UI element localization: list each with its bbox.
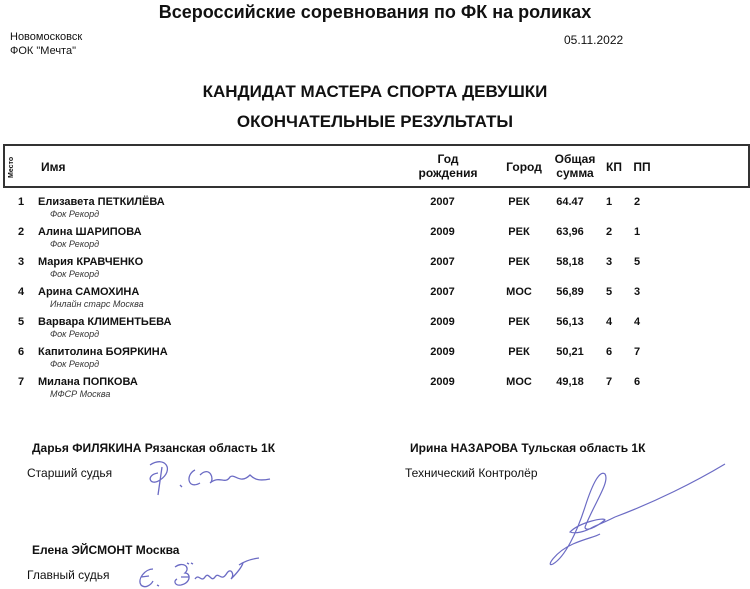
- kp-rank: 7: [605, 376, 613, 388]
- col-place: Место: [8, 156, 15, 178]
- athlete-club: Фок Рекорд: [50, 239, 100, 249]
- city-code: МОС: [506, 286, 532, 298]
- city-code: РЕК: [508, 256, 530, 268]
- col-pp: ПП: [633, 160, 651, 174]
- pp-rank: 6: [633, 376, 641, 388]
- total-score: 56,89: [556, 286, 584, 298]
- athlete-club: Фок Рекорд: [50, 359, 100, 369]
- table-header: [3, 144, 750, 188]
- kp-rank: 2: [605, 226, 613, 238]
- col-city: Город: [506, 160, 542, 174]
- row-place: 4: [18, 286, 25, 298]
- tech-controller-role: Технический Контролёр: [405, 466, 538, 480]
- city-code: МОС: [506, 376, 532, 388]
- kp-rank: 5: [605, 286, 613, 298]
- total-score: 63,96: [556, 226, 584, 238]
- competition-title: Всероссийские соревнования по ФК на роликах: [158, 2, 592, 22]
- total-score: 49,18: [556, 376, 584, 388]
- chief-judge-role: Главный судья: [27, 568, 110, 582]
- athlete-name: Мария КРАВЧЕНКО: [38, 256, 144, 268]
- pp-rank: 7: [633, 346, 641, 358]
- athlete-name: Елизавета ПЕТКИЛЁВА: [38, 196, 165, 208]
- table-row: [0, 316, 750, 346]
- city: Новомосковск: [10, 31, 83, 43]
- senior-judge-role: Старший судья: [27, 466, 113, 480]
- col-birth-year: Год рождения: [418, 152, 478, 180]
- table-row: [0, 196, 750, 226]
- city-code: РЕК: [508, 346, 530, 358]
- pp-rank: 2: [633, 196, 641, 208]
- athlete-club: МФСР Москва: [50, 389, 111, 399]
- row-place: 2: [18, 226, 25, 238]
- athlete-club: Фок Рекорд: [50, 269, 100, 279]
- tech-controller-name: Ирина НАЗАРОВА Тульская область 1К: [410, 441, 646, 455]
- athlete-name: Арина САМОХИНА: [38, 286, 140, 298]
- total-score: 56,13: [556, 316, 584, 328]
- table-row: [0, 286, 750, 316]
- birth-year: 2007: [430, 286, 455, 298]
- venue-name: ФОК "Мечта": [10, 45, 76, 57]
- city-code: РЕК: [508, 226, 530, 238]
- event-date: 05.11.2022: [564, 33, 624, 47]
- athlete-club: Фок Рекорд: [50, 329, 100, 339]
- table-row: [0, 346, 750, 376]
- row-place: 1: [18, 196, 25, 208]
- kp-rank: 3: [605, 256, 613, 268]
- athlete-name: Милана ПОПКОВА: [38, 376, 138, 388]
- birth-year: 2007: [430, 196, 455, 208]
- chief-judge-signature-icon: [135, 555, 260, 589]
- city-code: РЕК: [508, 196, 530, 208]
- table-row: [0, 256, 750, 286]
- col-total: Общая сумма: [554, 152, 596, 180]
- kp-rank: 6: [605, 346, 613, 358]
- birth-year: 2007: [430, 256, 455, 268]
- total-score: 58,18: [556, 256, 584, 268]
- senior-judge-signature-icon: [140, 455, 270, 500]
- row-place: 5: [18, 316, 25, 328]
- total-score: 64.47: [556, 196, 584, 208]
- row-place: 6: [18, 346, 25, 358]
- athlete-name: Капитолина БОЯРКИНА: [38, 346, 168, 358]
- chief-judge-name: Елена ЭЙСМОНТ Москва: [32, 543, 180, 557]
- athlete-name: Варвара КЛИМЕНТЬЕВА: [38, 316, 172, 328]
- pp-rank: 1: [633, 226, 641, 238]
- athlete-club: Инлайн старс Москва: [50, 299, 144, 309]
- senior-judge-name: Дарья ФИЛЯКИНА Рязанская область 1К: [32, 441, 276, 455]
- table-row: [0, 226, 750, 256]
- tech-controller-signature-icon: [545, 462, 730, 572]
- results-subtitle: ОКОНЧАТЕЛЬНЫЕ РЕЗУЛЬТАТЫ: [236, 112, 514, 131]
- row-place: 3: [18, 256, 25, 268]
- col-kp: КП: [606, 160, 622, 174]
- category-title: КАНДИДАТ МАСТЕРА СПОРТА ДЕВУШКИ: [202, 82, 548, 101]
- kp-rank: 1: [605, 196, 613, 208]
- pp-rank: 3: [633, 286, 641, 298]
- pp-rank: 5: [633, 256, 641, 268]
- birth-year: 2009: [430, 226, 455, 238]
- athlete-name: Алина ШАРИПОВА: [38, 226, 142, 238]
- venue-block: [10, 30, 82, 58]
- birth-year: 2009: [430, 376, 455, 388]
- table-row: [0, 376, 750, 406]
- city-code: РЕК: [508, 316, 530, 328]
- pp-rank: 4: [633, 316, 641, 328]
- athlete-club: Фок Рекорд: [50, 209, 100, 219]
- birth-year: 2009: [430, 316, 455, 328]
- col-name: Имя: [41, 160, 66, 174]
- total-score: 50,21: [556, 346, 584, 358]
- row-place: 7: [18, 376, 25, 388]
- birth-year: 2009: [430, 346, 455, 358]
- kp-rank: 4: [605, 316, 613, 328]
